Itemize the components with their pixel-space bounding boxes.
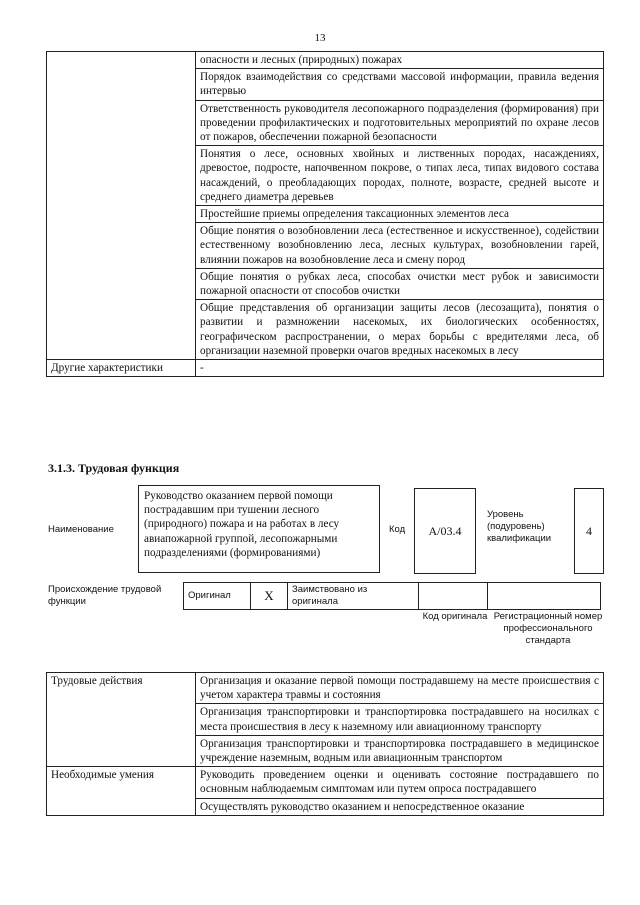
table-row [47,673,604,704]
origin-original: Оригинал [184,583,251,610]
row-item: Организация транспортировки и транспортировка пострадавшего в медицинское учреждение наземным, водным или авиационным транспортом [196,735,604,766]
row-item: - [196,360,604,377]
row-item: Общие понятия о возобновлении леса (естественное и искусственное), содействии естественному возобновлению леса, лесных культурах, возобновлении гарей, влиянии пожаров на возобновление леса и смену пород [196,223,604,269]
row-item: Общие представления об организации защиты лесов (лесозащита), понятия о развитии и размножении насекомых, их биологических особенностях, географическом распространении, о мерах борьбы с вредителями леса, об организации наземной проверки очагов вредных насекомых в лесу [196,300,604,360]
row-item: Организация транспортировки и транспортировка пострадавшего на носилках с места происшествия в лесу к наземному или авиационному транспорту [196,704,604,735]
row-label: Необходимые умения [47,767,196,816]
table-row [47,767,604,798]
row-label: Другие характеристики [47,360,196,377]
row-item: Руководить проведением оценки и оценивать состояние пострадавшего по основным наблюдаемым симптомам или путем опроса пострадавшего [196,767,604,798]
origin-borrowed: Заимствовано из оригинала [288,583,419,610]
reg-number-caption: Регистрационный номер профессионального стандарта [493,611,603,646]
section-heading: 3.1.3. Трудовая функция [48,461,180,475]
origin-label: Происхождение трудовой функции [48,584,162,607]
code-value: А/03.4 [414,488,476,574]
name-value: Руководство оказанием первой помощи пострадавшим при тушении лесного (природного) пожара и на работах в лесу авиапожарной группой, лесопожарными подразделениями (формированиями) [138,485,380,573]
row-item: Осуществлять руководство оказанием и непосредственное оказание [196,798,604,815]
origin-mark [251,583,288,610]
row-item: Общие понятия о рубках леса, способах очистки мест рубок и зависимости пожарной опасности от способов очистки [196,268,604,299]
name-label: Наименование [48,524,114,535]
level-label: Уровень (подуровень) квалификации [487,509,552,544]
row-item: Понятия о лесе, основных хвойных и лиственных породах, насаждениях, древостое, подросте, напочвенном покрове, о типах леса, типах видового состава насаждений, о преобладающих породах, полноте, возрасте, средней высоте и среднего диаметра деревьев [196,146,604,206]
row-item: Порядок взаимодействия со средствами массовой информации, правила ведения интервью [196,69,604,100]
origin-code-cell [419,583,488,610]
row-item: опасности и лесных (природных) пожарах [196,52,604,69]
row-item: Организация и оказание первой помощи пострадавшему на месте происшествия с учетом характера травмы и состояния [196,673,604,704]
code-original-caption: Код оригинала [422,611,488,622]
knowledge-table [46,51,604,377]
row-label [47,52,196,360]
table-row [47,52,604,69]
code-label: Код [389,524,406,535]
table-row [47,360,604,377]
function-table [46,672,604,816]
row-item: Ответственность руководителя лесопожарного подразделения (формирования) при проведении профилактических и подготовительных мероприятий по охране лесов от пожаров, обеспечении пожарной безопасности [196,100,604,146]
row-item: Простейшие приемы определения таксационных элементов леса [196,206,604,223]
row-label: Трудовые действия [47,673,196,767]
level-value: 4 [574,488,604,574]
origin-reg-cell [488,583,601,610]
page-number: 13 [314,32,326,44]
origin-table [183,582,601,610]
origin-mark-text: X [264,588,274,603]
